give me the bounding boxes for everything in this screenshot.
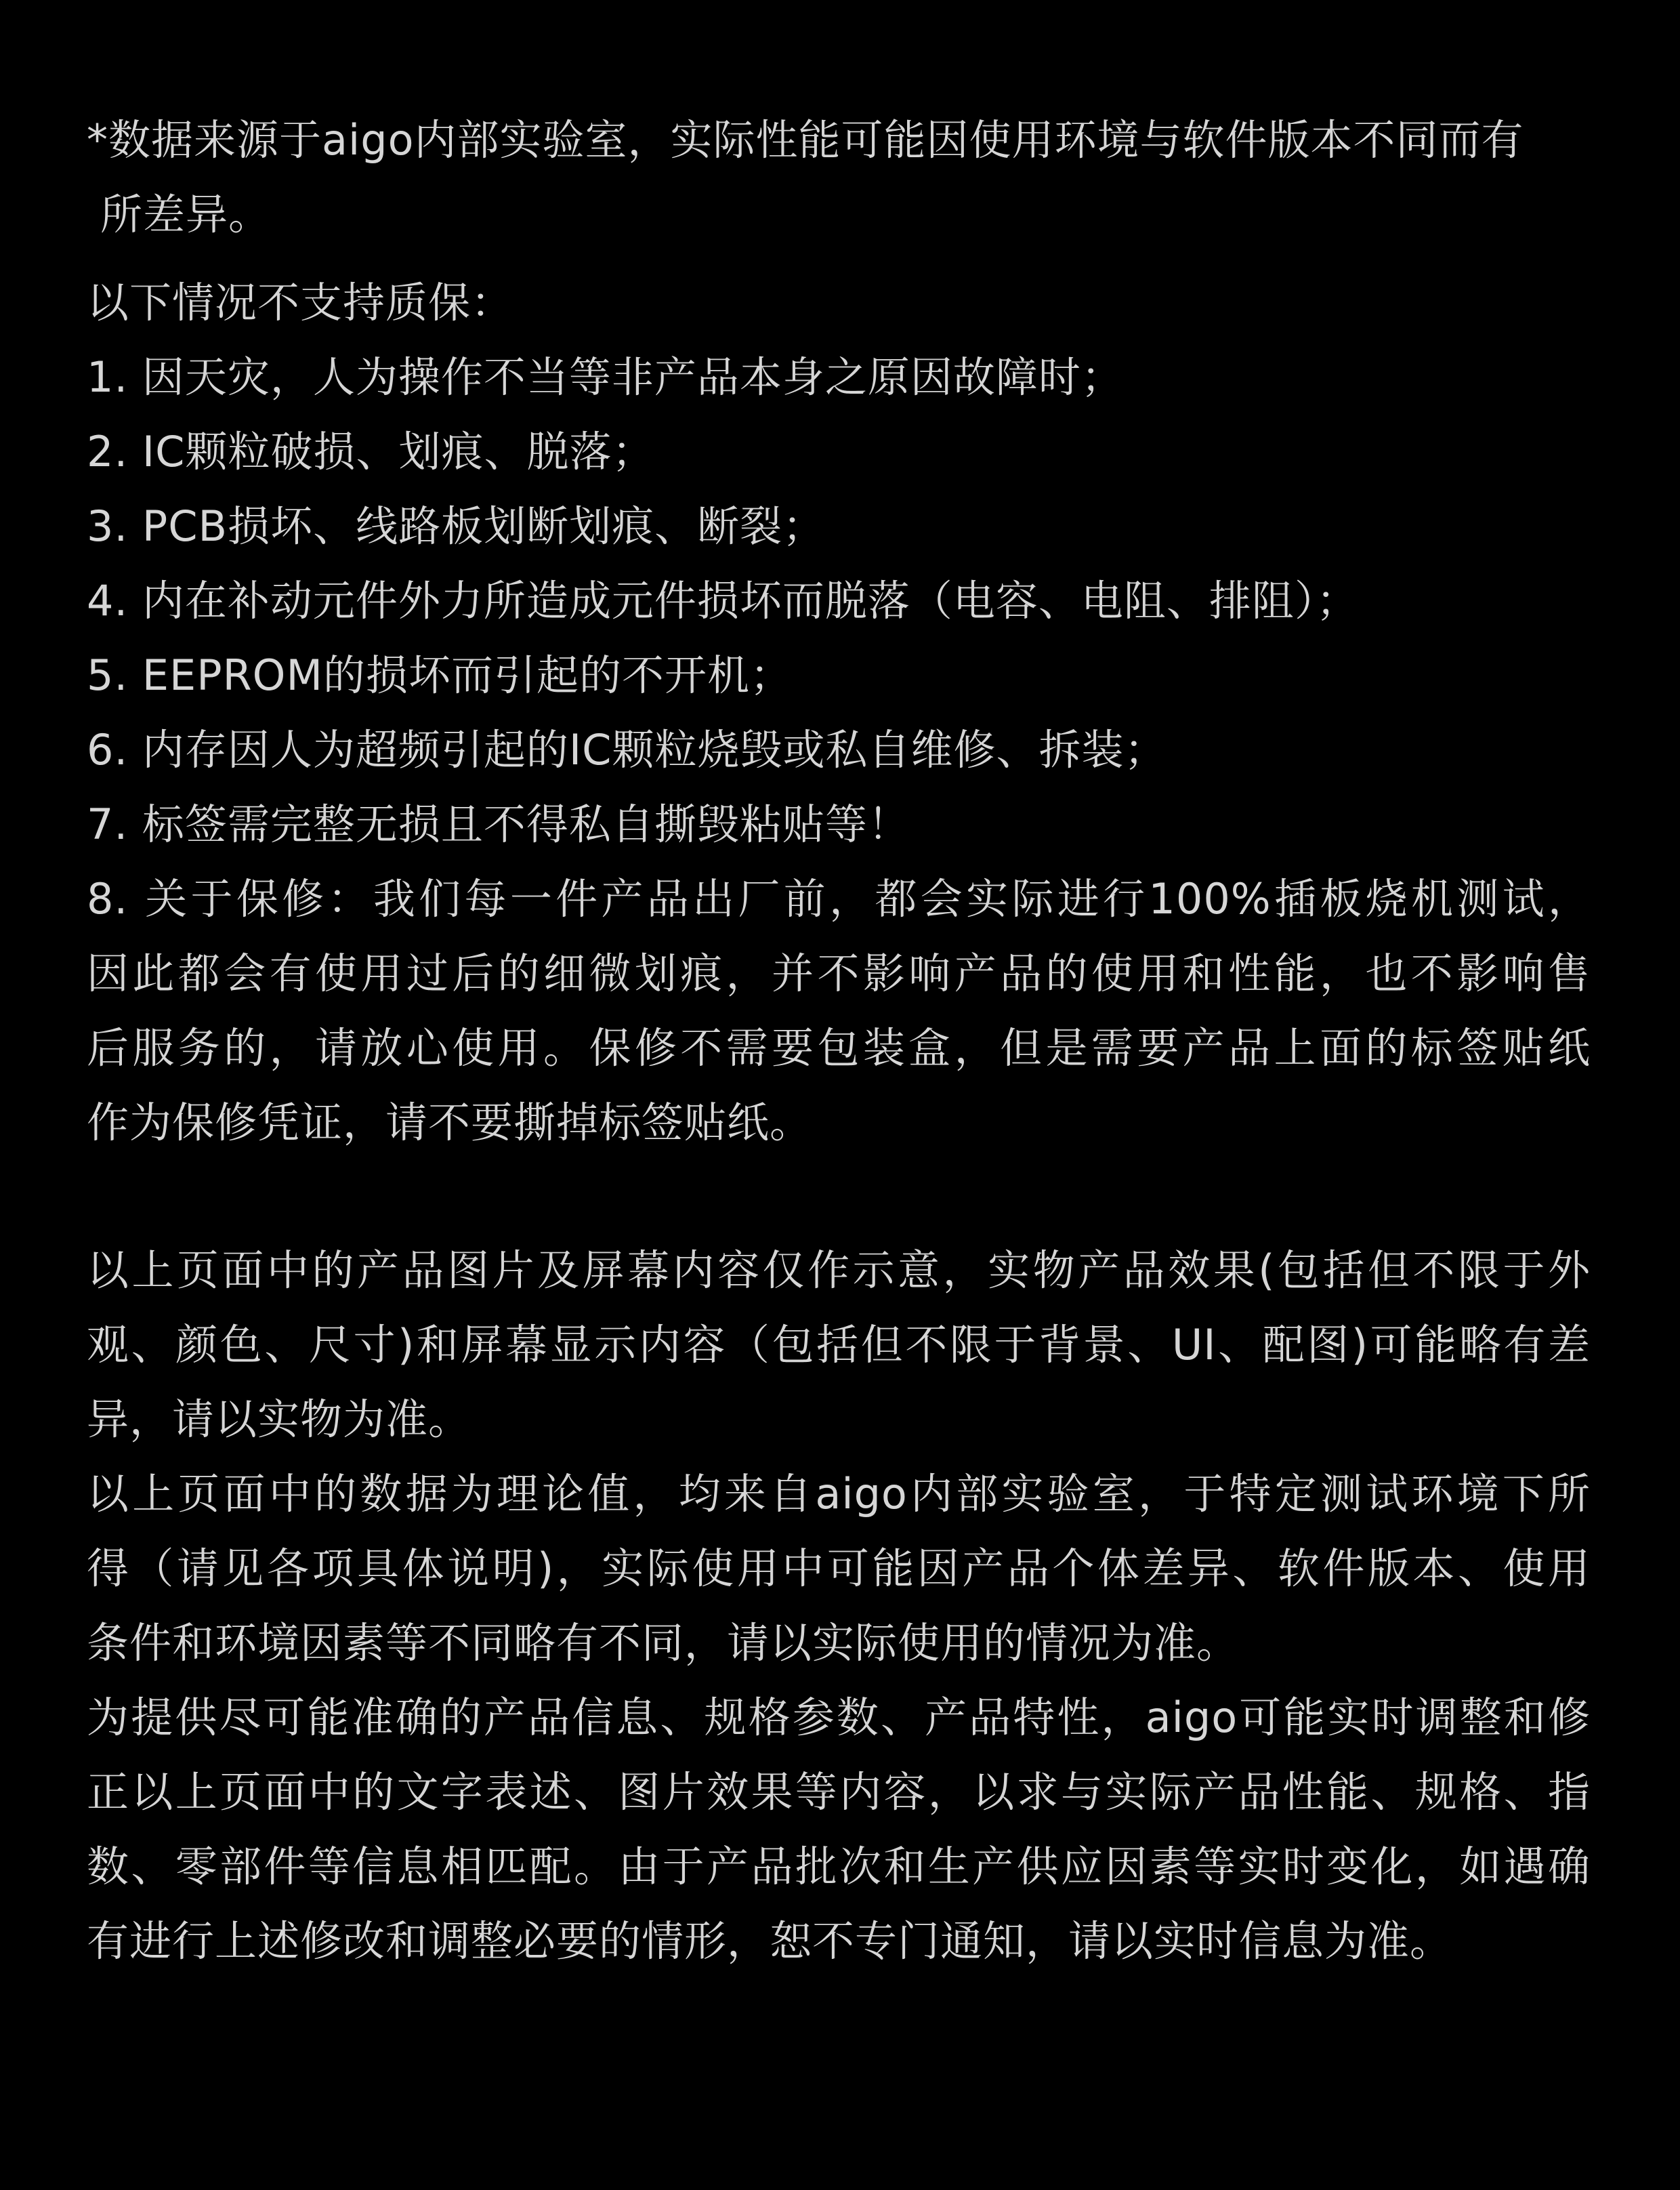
product-notes <box>87 1233 1591 1979</box>
note-2-line-1: 以上页面中的数据为理论值，均来自aigo内部实验室，于特定测试环境下所 <box>87 1469 1591 1518</box>
warranty-item-8-line-3: 后服务的，请放心使用。保修不需要包装盒，但是需要产品上面的标签贴纸 <box>87 1023 1591 1073</box>
note-3-line-1: 为提供尽可能准确的产品信息、规格参数、产品特性，aigo可能实时调整和修 <box>87 1693 1591 1742</box>
disclaimer-line-1: *数据来源于aigo内部实验室，实际性能可能因使用环境与软件版本不同而有 <box>87 115 1524 165</box>
data-source-disclaimer <box>87 103 1591 252</box>
warranty-item-8-line-4: 作为保修凭证，请不要撕掉标签贴纸。 <box>87 1098 813 1147</box>
warranty-item-4: 4. 内在补动元件外力所造成元件损坏而脱落（电容、电阻、排阻）； <box>87 576 1359 625</box>
warranty-item-6: 6. 内存因人为超频引起的IC颗粒烧毁或私自维修、拆装； <box>87 725 1167 774</box>
disclaimer-page <box>87 103 1591 1979</box>
warranty-item-5: 5. EEPROM的损坏而引起的不开机； <box>87 650 793 700</box>
note-1-line-1: 以上页面中的产品图片及屏幕内容仅作示意，实物产品效果(包括但不限于外 <box>87 1245 1591 1295</box>
warranty-item-7: 7. 标签需完整无损且不得私自撕毁粘贴等！ <box>87 800 910 849</box>
warranty-exclusions <box>87 266 1591 1160</box>
note-2-line-3: 条件和环境因素等不同略有不同，请以实际使用的情况为准。 <box>87 1618 1240 1668</box>
disclaimer-line-2: 所差异。 <box>100 190 272 239</box>
warranty-item-3: 3. PCB损坏、线路板划断划痕、断裂； <box>87 501 826 551</box>
warranty-item-2: 2. IC颗粒破损、划痕、脱落； <box>87 427 655 476</box>
note-1-line-3: 异，请以实物为准。 <box>87 1394 471 1444</box>
note-3-line-4: 有进行上述修改和调整必要的情形，恕不专门通知，请以实时信息为准。 <box>87 1916 1453 1966</box>
warranty-item-8-line-2: 因此都会有使用过后的细微划痕，并不影响产品的使用和性能，也不影响售 <box>87 949 1591 998</box>
warranty-item-1: 1. 因天灾，人为操作不当等非产品本身之原因故障时； <box>87 352 1124 402</box>
note-2-line-2: 得（请见各项具体说明)，实际使用中可能因产品个体差异、软件版本、使用 <box>87 1544 1591 1593</box>
warranty-item-8-line-1: 8. 关于保修：我们每一件产品出厂前，都会实际进行100%插板烧机测试， <box>87 874 1591 924</box>
note-3-line-3: 数、零部件等信息相匹配。由于产品批次和生产供应因素等实时变化，如遇确 <box>87 1842 1591 1891</box>
warranty-heading: 以下情况不支持质保： <box>87 278 514 327</box>
note-3-line-2: 正以上页面中的文字表述、图片效果等内容，以求与实际产品性能、规格、指 <box>87 1767 1591 1817</box>
note-1-line-2: 观、颜色、尺寸)和屏幕显示内容（包括但不限于背景、UI、配图)可能略有差 <box>87 1320 1591 1369</box>
